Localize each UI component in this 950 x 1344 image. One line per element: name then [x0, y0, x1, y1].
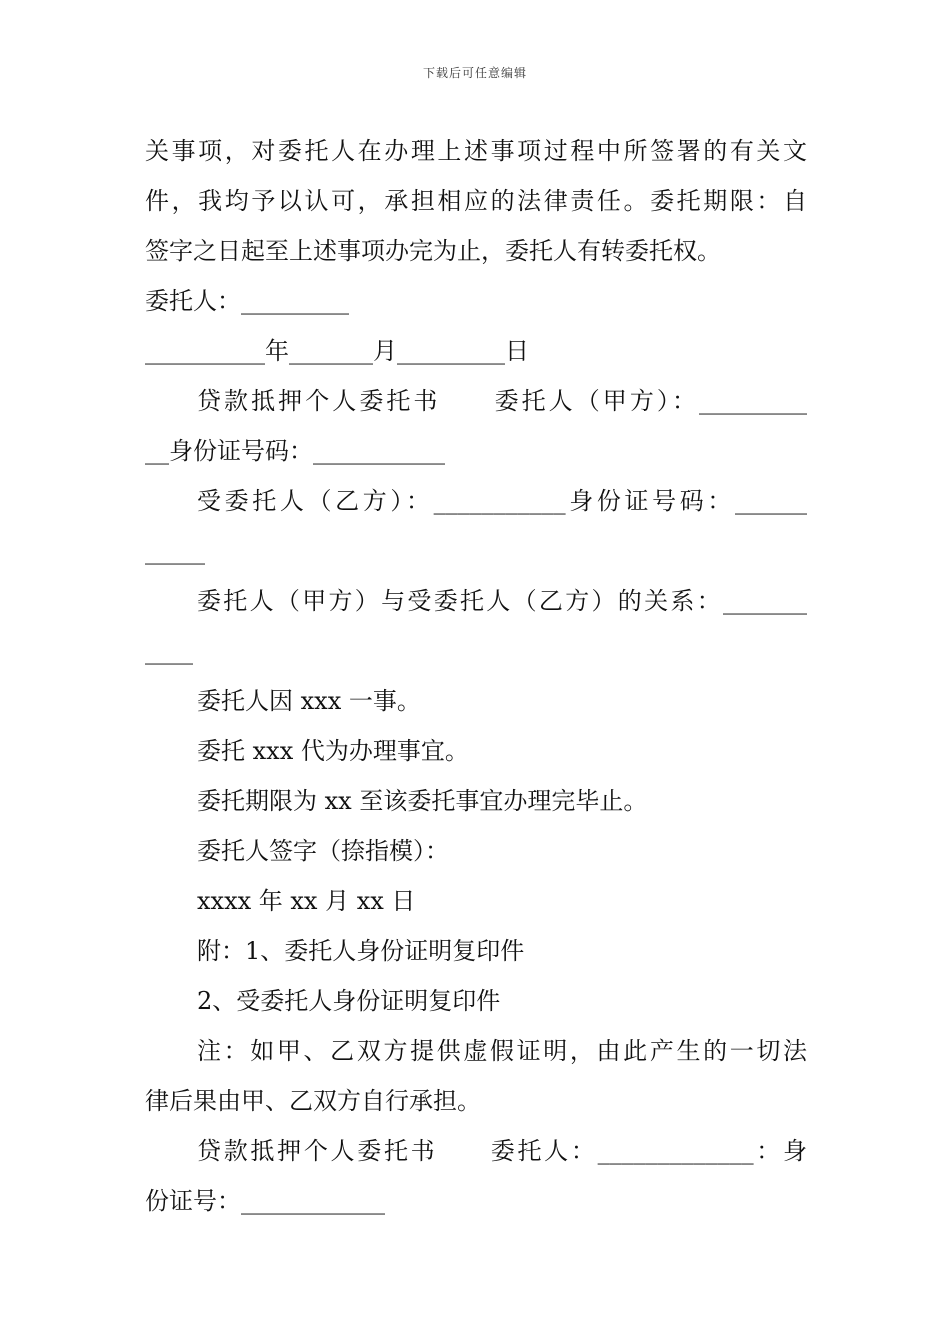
text-line: 2、受委托人身份证明复印件 — [197, 987, 501, 1015]
text-line: 律后果由甲、乙双方自行承担。 — [145, 1087, 481, 1115]
text-line: __身份证号码：___________ — [145, 437, 445, 465]
date-line: __________年_______月_________日 — [145, 337, 529, 365]
text-line: 附：1、委托人身份证明复印件 — [197, 937, 525, 965]
date-line: xxxx 年 xx 月 xx 日 — [197, 887, 416, 915]
text-line: 件，我均予以认可，承担相应的法律责任。委托期限：自 — [145, 187, 807, 215]
text-line: 委托期限为 xx 至该委托事宜办理完毕止。 — [197, 787, 648, 815]
text-line: 委托人：_________ — [145, 287, 349, 315]
text-line: 签字之日起至上述事项办完为止，委托人有转委托权。 — [145, 237, 721, 265]
text-line: 贷款抵押个人委托书 委托人（甲方）：_________ — [197, 387, 807, 415]
text-line: 受委托人（乙方）：___________身份证号码：______ — [197, 487, 807, 515]
text-line: _____ — [145, 537, 205, 565]
text-line: 份证号：____________ — [145, 1187, 385, 1215]
text-line: 委托 xxx 代为办理事宜。 — [197, 737, 469, 765]
text-line: 注：如甲、乙双方提供虚假证明，由此产生的一切法 — [197, 1037, 807, 1065]
page-header: 下载后可任意编辑 — [422, 66, 527, 80]
text-line: 委托人（甲方）与受委托人（乙方）的关系：_______ — [197, 587, 807, 615]
text-line: 委托人因 xxx 一事。 — [197, 687, 421, 715]
text-line: 委托人签字（捺指模）： — [197, 837, 449, 865]
document-body — [145, 126, 807, 1226]
text-line: 贷款抵押个人委托书 委托人：_____________：身 — [197, 1137, 807, 1165]
text-line: ____ — [145, 637, 193, 665]
text-line: 关事项，对委托人在办理上述事项过程中所签署的有关文 — [145, 137, 807, 165]
